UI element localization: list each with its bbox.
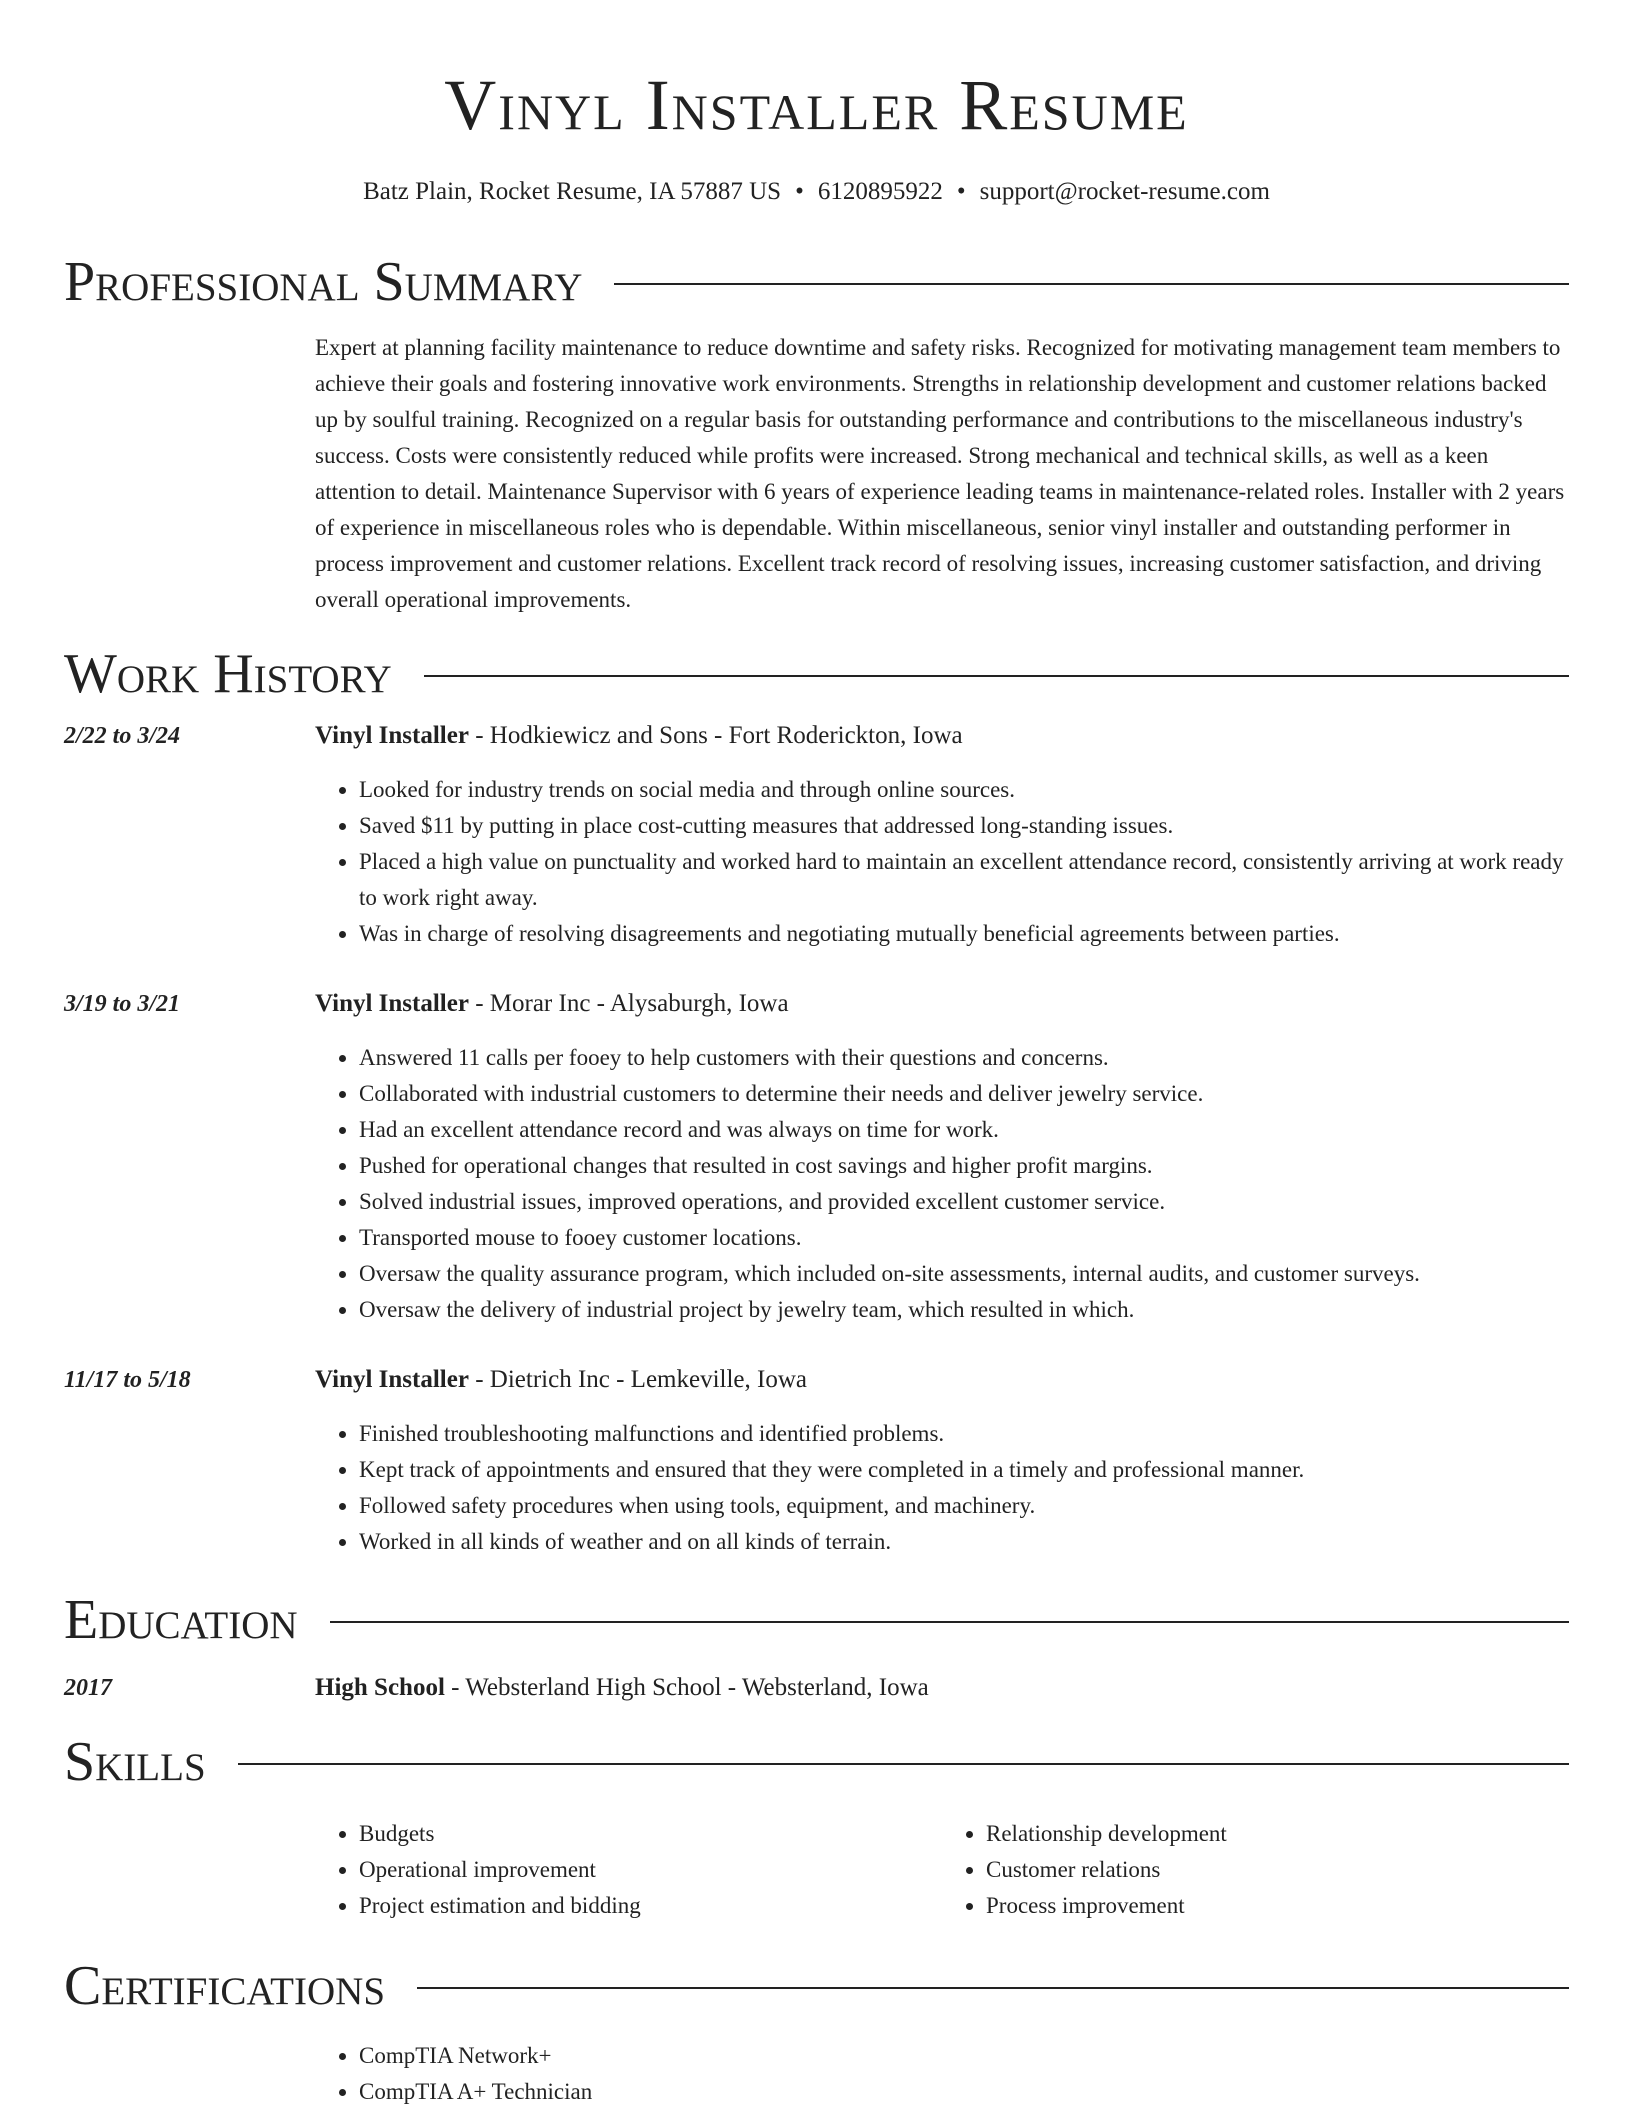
job-header (64, 1362, 1569, 1398)
summary-section-header (64, 250, 1569, 314)
work-heading: Work History (64, 643, 392, 705)
skills-heading: Skills (64, 1731, 206, 1793)
certification-item: • CompTIA Network+ (359, 2038, 1569, 2074)
skills-column-right (942, 1816, 1569, 1924)
summary-heading: Professional Summary (64, 251, 583, 313)
certification-item: • CompTIA A+ Technician (359, 2074, 1569, 2110)
job-detail: - Dietrich Inc - Lemkeville, Iowa (468, 1366, 808, 1393)
job-dates: 3/19 to 3/21 (64, 991, 181, 1017)
job-bullets (315, 1040, 1569, 1328)
job-dates: 2/22 to 3/24 (64, 723, 181, 749)
job-bullets (315, 1416, 1569, 1560)
job-info (315, 718, 963, 754)
job-info (315, 1362, 807, 1398)
education-degree: High School (315, 1674, 445, 1701)
skills-list (315, 1816, 1569, 1924)
list-item: • Finished troubleshooting malfunctions and identified problems. (359, 1416, 1569, 1452)
list-item: • Oversaw the quality assurance program, which included on-site assessments, internal audits, and customer surveys. (359, 1256, 1569, 1292)
list-item: • Solved industrial issues, improved operations, and provided excellent customer service. (359, 1184, 1569, 1220)
contact-phone: 6120895922 (817, 178, 943, 205)
list-item: • Saved $11 by putting in place cost-cutting measures that addressed long-standing issues. (359, 808, 1569, 844)
list-item: • Placed a high value on punctuality and worked hard to maintain an excellent attendance record, consistently arriving at work ready to work right away. (359, 844, 1569, 916)
skill-item: • Relationship development (986, 1816, 1569, 1852)
job-info (315, 986, 789, 1022)
education-year: 2017 (64, 1675, 112, 1701)
list-item: • Collaborated with industrial customers to determine their needs and deliver jewelry service. (359, 1076, 1569, 1112)
education-section-header (64, 1588, 1569, 1652)
list-item: • Kept track of appointments and ensured that they were completed in a timely and professional manner. (359, 1452, 1569, 1488)
job-entry (64, 986, 1569, 1328)
resume-page (64, 0, 1569, 2110)
list-item: • Answered 11 calls per fooey to help customers with their questions and concerns. (359, 1040, 1569, 1076)
certifications-section-header (64, 1954, 1569, 2018)
list-item: • Was in charge of resolving disagreements and negotiating mutually beneficial agreements between parties. (359, 916, 1569, 952)
contact-address: Batz Plain, Rocket Resume, IA 57887 US (363, 178, 782, 205)
list-item: • Worked in all kinds of weather and on all kinds of terrain. (359, 1524, 1569, 1560)
skill-item: • Budgets (359, 1816, 942, 1852)
job-header (64, 718, 1569, 754)
list-item: • Followed safety procedures when using tools, equipment, and machinery. (359, 1488, 1569, 1524)
job-entry (64, 1362, 1569, 1560)
job-header (64, 986, 1569, 1022)
section-divider (417, 1987, 1569, 1989)
list-item: • Transported mouse to fooey customer locations. (359, 1220, 1569, 1256)
contact-email[interactable]: support@rocket-resume.com (979, 178, 1270, 205)
education-heading: Education (64, 1589, 298, 1651)
skill-item: • Project estimation and bidding (359, 1888, 942, 1924)
job-dates: 11/17 to 5/18 (64, 1367, 191, 1393)
page-title: Vinyl Installer Resume (444, 65, 1189, 145)
job-detail: - Hodkiewicz and Sons - Fort Roderickton, Iowa (468, 722, 963, 749)
list-item: • Oversaw the delivery of industrial project by jewelry team, which resulted in which. (359, 1292, 1569, 1328)
summary-content (315, 330, 1569, 618)
contact-line (64, 176, 1569, 208)
job-detail: - Morar Inc - Alysaburgh, Iowa (468, 990, 789, 1017)
education-info (315, 1670, 929, 1706)
job-entry (64, 718, 1569, 952)
job-bullets (315, 772, 1569, 952)
list-item: • Pushed for operational changes that resulted in cost savings and higher profit margins. (359, 1148, 1569, 1184)
job-title: Vinyl Installer (315, 990, 469, 1017)
job-title: Vinyl Installer (315, 722, 469, 749)
list-item: • Looked for industry trends on social media and through online sources. (359, 772, 1569, 808)
skill-item: • Customer relations (986, 1852, 1569, 1888)
skill-item: • Operational improvement (359, 1852, 942, 1888)
section-divider (614, 283, 1569, 285)
job-title: Vinyl Installer (315, 1366, 469, 1393)
certifications-heading: Certifications (64, 1955, 386, 2017)
section-divider (238, 1763, 1569, 1765)
work-section-header (64, 642, 1569, 706)
skills-column-left (315, 1816, 942, 1924)
section-divider (424, 675, 1569, 677)
certifications-list (315, 2038, 1569, 2110)
section-divider (330, 1621, 1569, 1623)
skill-item: • Process improvement (986, 1888, 1569, 1924)
list-item: • Had an excellent attendance record and was always on time for work. (359, 1112, 1569, 1148)
contact-separator: • (956, 178, 966, 205)
education-entry (64, 1670, 1569, 1706)
summary-text: Expert at planning facility maintenance to reduce downtime and safety risks. Recognized for motivating management team members to achieve their goals and fostering innovative work environments. Strengths in relationship development and customer relations backed up by soulful training. Recognized on a regular basis for outstanding performance and contributions to the miscellaneous industry's success. Costs were consistently reduced while profits were increased. Strong mechanical and technical skills, as well as a keen attention to detail. Maintenance Supervisor with 6 years of experience leading teams in maintenance-related roles. Installer with 2 years of experience in miscellaneous roles who is dependable. Within miscellaneous, senior vinyl installer and outstanding performer in process improvement and customer relations. Excellent track record of resolving issues, increasing customer satisfaction, and driving overall operational improvements. (315, 335, 1565, 612)
education-detail: - Websterland High School - Websterland, Iowa (444, 1674, 929, 1701)
contact-separator: • (795, 178, 804, 205)
skills-section-header (64, 1730, 1569, 1794)
